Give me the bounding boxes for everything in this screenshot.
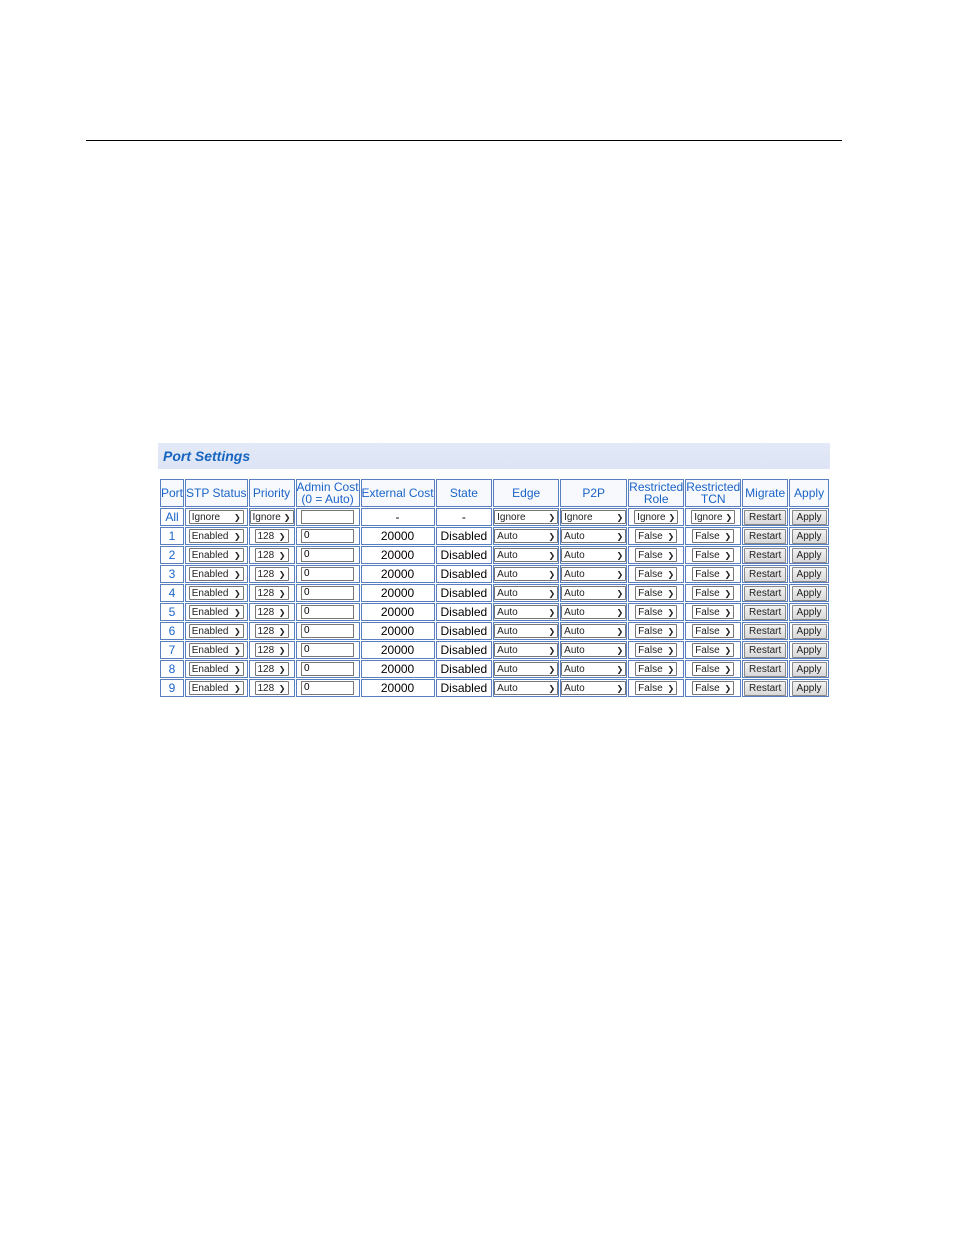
col-header-external-cost: External Cost — [361, 479, 435, 507]
priority-value: 128 — [257, 606, 275, 618]
stp-status-value: Enabled — [191, 568, 229, 580]
chevron-down-icon: ❯ — [724, 683, 732, 693]
p2p-value: Auto — [564, 682, 585, 694]
table-row — [160, 660, 829, 678]
apply-button[interactable]: Apply — [792, 510, 827, 525]
p2p-select[interactable] — [561, 567, 626, 581]
edge-select[interactable] — [494, 567, 558, 581]
restricted-role-value: False — [638, 587, 663, 599]
restricted-tcn-header-line2: TCN — [700, 492, 726, 506]
restricted-role-value: False — [638, 663, 663, 675]
chevron-down-icon: ❯ — [667, 569, 675, 579]
restricted-tcn-header-line1: Restricted — [686, 480, 741, 494]
col-header-port: Port — [160, 479, 184, 507]
chevron-down-icon: ❯ — [548, 512, 556, 522]
chevron-down-icon: ❯ — [724, 550, 732, 560]
apply-button[interactable]: Apply — [792, 643, 827, 658]
port-all-label[interactable]: All — [160, 508, 184, 526]
priority-value: 128 — [257, 644, 275, 656]
restricted-role-select[interactable] — [635, 605, 677, 619]
stp-status-select[interactable] — [189, 510, 244, 524]
chevron-down-icon: ❯ — [234, 512, 241, 522]
table-row — [160, 546, 829, 564]
restricted-role-select[interactable] — [635, 567, 677, 581]
priority-value: 128 — [257, 587, 275, 599]
restricted-role-select[interactable] — [635, 662, 677, 676]
chevron-down-icon: ❯ — [278, 550, 286, 560]
stp-status-value: Enabled — [191, 587, 229, 599]
port-number-link[interactable]: 1 — [160, 527, 184, 545]
stp-status-value: Enabled — [191, 606, 229, 618]
chevron-down-icon: ❯ — [616, 626, 624, 636]
chevron-down-icon: ❯ — [548, 550, 556, 560]
table-row — [160, 584, 829, 602]
priority-select[interactable] — [255, 567, 289, 581]
chevron-down-icon: ❯ — [278, 664, 286, 674]
chevron-down-icon: ❯ — [234, 626, 241, 636]
migrate-restart-button[interactable]: Restart — [744, 605, 786, 620]
external-cost-value: 20000 — [361, 584, 435, 602]
priority-select[interactable] — [255, 624, 289, 638]
admin-cost-header-line1: Admin Cost — [296, 480, 359, 494]
restricted-tcn-select[interactable] — [691, 510, 735, 524]
admin-cost-input[interactable]: 0 — [301, 662, 354, 676]
chevron-down-icon: ❯ — [278, 569, 286, 579]
chevron-down-icon: ❯ — [667, 607, 675, 617]
chevron-down-icon: ❯ — [616, 550, 624, 560]
chevron-down-icon: ❯ — [724, 645, 732, 655]
port-number-link[interactable]: 4 — [160, 584, 184, 602]
external-cost-value: 20000 — [361, 622, 435, 640]
stp-status-value: Enabled — [191, 644, 229, 656]
chevron-down-icon: ❯ — [234, 550, 241, 560]
chevron-down-icon: ❯ — [234, 645, 241, 655]
apply-button[interactable]: Apply — [792, 548, 827, 563]
restricted-tcn-select[interactable] — [692, 643, 734, 657]
edge-value: Auto — [497, 644, 518, 656]
edge-value: Auto — [497, 549, 518, 561]
restricted-role-value: False — [638, 549, 663, 561]
apply-button[interactable]: Apply — [792, 681, 827, 696]
priority-value: 128 — [257, 568, 275, 580]
state-value: Disabled — [436, 565, 493, 583]
table-row-all — [160, 508, 829, 526]
stp-status-value: Enabled — [191, 663, 229, 675]
priority-select[interactable] — [255, 643, 289, 657]
table-row — [160, 565, 829, 583]
port-settings-panel — [158, 443, 830, 695]
migrate-restart-button[interactable]: Restart — [744, 510, 786, 525]
table-row — [160, 527, 829, 545]
edge-select[interactable] — [494, 548, 558, 562]
col-header-state: State — [436, 479, 493, 507]
col-header-admin-cost — [296, 479, 360, 507]
external-cost-value: 20000 — [361, 565, 435, 583]
priority-select[interactable] — [255, 662, 289, 676]
chevron-down-icon: ❯ — [616, 588, 624, 598]
apply-button[interactable]: Apply — [792, 605, 827, 620]
port-number-link[interactable]: 6 — [160, 622, 184, 640]
stp-status-value: Ignore — [191, 511, 221, 523]
restricted-role-select[interactable] — [635, 624, 677, 638]
external-cost-value: - — [361, 508, 435, 526]
chevron-down-icon: ❯ — [616, 683, 624, 693]
edge-select[interactable] — [494, 681, 558, 695]
chevron-down-icon: ❯ — [234, 683, 241, 693]
external-cost-value: 20000 — [361, 527, 435, 545]
stp-status-value: Enabled — [191, 625, 229, 637]
chevron-down-icon: ❯ — [548, 569, 556, 579]
chevron-down-icon: ❯ — [616, 664, 624, 674]
chevron-down-icon: ❯ — [667, 550, 675, 560]
table-row — [160, 603, 829, 621]
chevron-down-icon: ❯ — [548, 626, 556, 636]
admin-cost-input[interactable]: 0 — [301, 681, 354, 695]
restricted-tcn-value: False — [695, 625, 720, 637]
chevron-down-icon: ❯ — [724, 607, 732, 617]
chevron-down-icon: ❯ — [616, 531, 624, 541]
chevron-down-icon: ❯ — [548, 664, 556, 674]
col-header-priority: Priority — [249, 479, 295, 507]
restricted-role-select[interactable] — [635, 548, 677, 562]
restricted-role-select[interactable] — [634, 510, 678, 524]
chevron-down-icon: ❯ — [725, 512, 733, 522]
port-number-link[interactable]: 3 — [160, 565, 184, 583]
stp-status-select[interactable] — [189, 624, 244, 638]
stp-status-value: Enabled — [191, 530, 229, 542]
stp-status-select[interactable] — [189, 548, 244, 562]
p2p-value: Ignore — [564, 511, 593, 523]
p2p-select[interactable] — [561, 662, 626, 676]
apply-button[interactable]: Apply — [792, 662, 827, 677]
restricted-tcn-select[interactable] — [692, 605, 734, 619]
priority-value: 128 — [257, 682, 275, 694]
edge-value: Auto — [497, 587, 518, 599]
external-cost-value: 20000 — [361, 660, 435, 678]
stp-status-select[interactable] — [189, 605, 244, 619]
edge-value: Auto — [497, 663, 518, 675]
priority-value: 128 — [257, 663, 275, 675]
chevron-down-icon: ❯ — [278, 645, 286, 655]
edge-value: Auto — [497, 682, 518, 694]
edge-value: Auto — [497, 568, 518, 580]
state-value: Disabled — [436, 622, 493, 640]
chevron-down-icon: ❯ — [278, 531, 286, 541]
col-header-apply: Apply — [789, 479, 829, 507]
priority-select[interactable] — [255, 586, 289, 600]
migrate-restart-button[interactable]: Restart — [744, 624, 786, 639]
table-row — [160, 641, 829, 659]
priority-select[interactable] — [255, 548, 289, 562]
apply-button[interactable]: Apply — [792, 624, 827, 639]
priority-select[interactable] — [255, 605, 289, 619]
edge-value: Auto — [497, 625, 518, 637]
stp-status-select[interactable] — [189, 586, 244, 600]
p2p-select[interactable] — [561, 681, 626, 695]
stp-status-select[interactable] — [189, 643, 244, 657]
chevron-down-icon: ❯ — [724, 531, 732, 541]
chevron-down-icon: ❯ — [278, 588, 286, 598]
priority-value: 128 — [257, 549, 275, 561]
chevron-down-icon: ❯ — [234, 531, 241, 541]
chevron-down-icon: ❯ — [278, 683, 286, 693]
p2p-select[interactable] — [561, 548, 626, 562]
chevron-down-icon: ❯ — [278, 626, 286, 636]
restricted-role-select[interactable] — [635, 643, 677, 657]
chevron-down-icon: ❯ — [234, 569, 241, 579]
col-header-stp-status: STP Status — [185, 479, 247, 507]
external-cost-value: 20000 — [361, 641, 435, 659]
port-number-link[interactable]: 7 — [160, 641, 184, 659]
restricted-role-value: Ignore — [637, 511, 666, 523]
priority-value: 128 — [257, 530, 275, 542]
edge-value: Auto — [497, 606, 518, 618]
admin-cost-input[interactable]: 0 — [301, 605, 354, 619]
table-row — [160, 622, 829, 640]
chevron-down-icon: ❯ — [667, 683, 675, 693]
state-value: - — [436, 508, 493, 526]
chevron-down-icon: ❯ — [616, 645, 624, 655]
chevron-down-icon: ❯ — [667, 626, 675, 636]
stp-status-select[interactable] — [189, 681, 244, 695]
chevron-down-icon: ❯ — [234, 664, 241, 674]
restricted-tcn-select[interactable] — [692, 624, 734, 638]
chevron-down-icon: ❯ — [278, 607, 286, 617]
restricted-tcn-value: Ignore — [694, 511, 723, 523]
restricted-tcn-value: False — [695, 530, 720, 542]
state-value: Disabled — [436, 660, 493, 678]
state-value: Disabled — [436, 679, 493, 697]
port-number-link[interactable]: 5 — [160, 603, 184, 621]
p2p-select[interactable] — [561, 643, 626, 657]
p2p-select[interactable] — [561, 624, 626, 638]
restricted-role-select[interactable] — [635, 681, 677, 695]
port-rows — [160, 527, 829, 697]
restricted-role-value: False — [638, 568, 663, 580]
p2p-value: Auto — [564, 587, 585, 599]
state-value: Disabled — [436, 603, 493, 621]
state-value: Disabled — [436, 546, 493, 564]
restricted-tcn-select[interactable] — [692, 567, 734, 581]
p2p-value: Auto — [564, 549, 585, 561]
restricted-tcn-value: False — [695, 682, 720, 694]
state-value: Disabled — [436, 584, 493, 602]
migrate-restart-button[interactable]: Restart — [744, 681, 786, 696]
chevron-down-icon: ❯ — [234, 607, 241, 617]
chevron-down-icon: ❯ — [548, 531, 556, 541]
page-divider — [86, 140, 842, 141]
restricted-tcn-value: False — [695, 663, 720, 675]
restricted-tcn-select[interactable] — [692, 662, 734, 676]
chevron-down-icon: ❯ — [667, 664, 675, 674]
col-header-restricted-role — [628, 479, 684, 507]
chevron-down-icon: ❯ — [668, 512, 676, 522]
p2p-value: Auto — [564, 530, 585, 542]
chevron-down-icon: ❯ — [724, 588, 732, 598]
edge-select[interactable] — [494, 662, 558, 676]
restricted-role-value: False — [638, 625, 663, 637]
migrate-restart-button[interactable]: Restart — [744, 586, 786, 601]
table-row — [160, 679, 829, 697]
edge-select[interactable] — [494, 605, 558, 619]
chevron-down-icon: ❯ — [724, 664, 732, 674]
restricted-role-value: False — [638, 530, 663, 542]
chevron-down-icon: ❯ — [283, 512, 291, 522]
stp-status-select[interactable] — [189, 567, 244, 581]
edge-select[interactable] — [494, 586, 558, 600]
p2p-value: Auto — [564, 606, 585, 618]
restricted-tcn-value: False — [695, 568, 720, 580]
p2p-select[interactable] — [561, 529, 626, 543]
port-number-link[interactable]: 2 — [160, 546, 184, 564]
edge-select[interactable] — [494, 643, 558, 657]
priority-select[interactable] — [255, 681, 289, 695]
chevron-down-icon: ❯ — [724, 626, 732, 636]
table-header-row — [160, 479, 829, 507]
restricted-role-value: False — [638, 644, 663, 656]
chevron-down-icon: ❯ — [616, 569, 624, 579]
chevron-down-icon: ❯ — [548, 607, 556, 617]
priority-value: Ignore — [252, 511, 281, 523]
port-number-link[interactable]: 9 — [160, 679, 184, 697]
state-value: Disabled — [436, 641, 493, 659]
migrate-restart-button[interactable]: Restart — [744, 529, 786, 544]
external-cost-value: 20000 — [361, 603, 435, 621]
chevron-down-icon: ❯ — [548, 588, 556, 598]
p2p-value: Auto — [564, 644, 585, 656]
admin-cost-input[interactable]: 0 — [301, 643, 354, 657]
priority-value: 128 — [257, 625, 275, 637]
restricted-role-value: False — [638, 606, 663, 618]
admin-cost-input[interactable]: 0 — [301, 567, 354, 581]
restricted-tcn-select[interactable] — [692, 529, 734, 543]
col-header-restricted-tcn — [685, 479, 741, 507]
admin-cost-input[interactable]: 0 — [301, 624, 354, 638]
restricted-role-header-line1: Restricted — [629, 480, 684, 494]
edge-select[interactable] — [494, 624, 558, 638]
p2p-value: Auto — [564, 663, 585, 675]
external-cost-value: 20000 — [361, 679, 435, 697]
restricted-role-header-line2: Role — [643, 492, 669, 506]
admin-cost-input[interactable]: 0 — [301, 548, 354, 562]
external-cost-value: 20000 — [361, 546, 435, 564]
p2p-value: Auto — [564, 568, 585, 580]
col-header-migrate: Migrate — [742, 479, 788, 507]
edge-select[interactable] — [494, 510, 558, 524]
port-settings-table — [159, 478, 830, 698]
chevron-down-icon: ❯ — [616, 512, 624, 522]
restricted-role-select[interactable] — [635, 529, 677, 543]
port-number-link[interactable]: 8 — [160, 660, 184, 678]
col-header-p2p: P2P — [560, 479, 627, 507]
chevron-down-icon: ❯ — [616, 607, 624, 617]
restricted-tcn-value: False — [695, 644, 720, 656]
edge-select[interactable] — [494, 529, 558, 543]
p2p-select[interactable] — [561, 510, 626, 524]
admin-cost-header-line2: (0 = Auto) — [301, 492, 354, 506]
restricted-tcn-select[interactable] — [692, 681, 734, 695]
restricted-tcn-value: False — [695, 587, 720, 599]
stp-status-value: Enabled — [191, 682, 229, 694]
migrate-restart-button[interactable]: Restart — [744, 643, 786, 658]
chevron-down-icon: ❯ — [667, 588, 675, 598]
priority-select[interactable] — [250, 510, 294, 524]
migrate-restart-button[interactable]: Restart — [744, 662, 786, 677]
chevron-down-icon: ❯ — [548, 645, 556, 655]
apply-button[interactable]: Apply — [792, 586, 827, 601]
stp-status-select[interactable] — [189, 529, 244, 543]
admin-cost-input[interactable]: 0 — [301, 529, 354, 543]
migrate-restart-button[interactable]: Restart — [744, 567, 786, 582]
admin-cost-input[interactable] — [301, 510, 354, 524]
chevron-down-icon: ❯ — [667, 531, 675, 541]
chevron-down-icon: ❯ — [667, 645, 675, 655]
p2p-value: Auto — [564, 625, 585, 637]
state-value: Disabled — [436, 527, 493, 545]
restricted-tcn-select[interactable] — [692, 548, 734, 562]
restricted-tcn-value: False — [695, 549, 720, 561]
p2p-select[interactable] — [561, 605, 626, 619]
apply-button[interactable]: Apply — [792, 529, 827, 544]
chevron-down-icon: ❯ — [234, 588, 241, 598]
stp-status-select[interactable] — [189, 662, 244, 676]
chevron-down-icon: ❯ — [548, 683, 556, 693]
restricted-tcn-select[interactable] — [692, 586, 734, 600]
apply-button[interactable]: Apply — [792, 567, 827, 582]
priority-select[interactable] — [255, 529, 289, 543]
edge-value: Ignore — [497, 511, 526, 523]
admin-cost-input[interactable]: 0 — [301, 586, 354, 600]
p2p-select[interactable] — [561, 586, 626, 600]
stp-status-value: Enabled — [191, 549, 229, 561]
migrate-restart-button[interactable]: Restart — [744, 548, 786, 563]
col-header-edge: Edge — [493, 479, 559, 507]
edge-value: Auto — [497, 530, 518, 542]
restricted-tcn-value: False — [695, 606, 720, 618]
chevron-down-icon: ❯ — [724, 569, 732, 579]
restricted-role-value: False — [638, 682, 663, 694]
panel-title: Port Settings — [158, 443, 830, 469]
restricted-role-select[interactable] — [635, 586, 677, 600]
